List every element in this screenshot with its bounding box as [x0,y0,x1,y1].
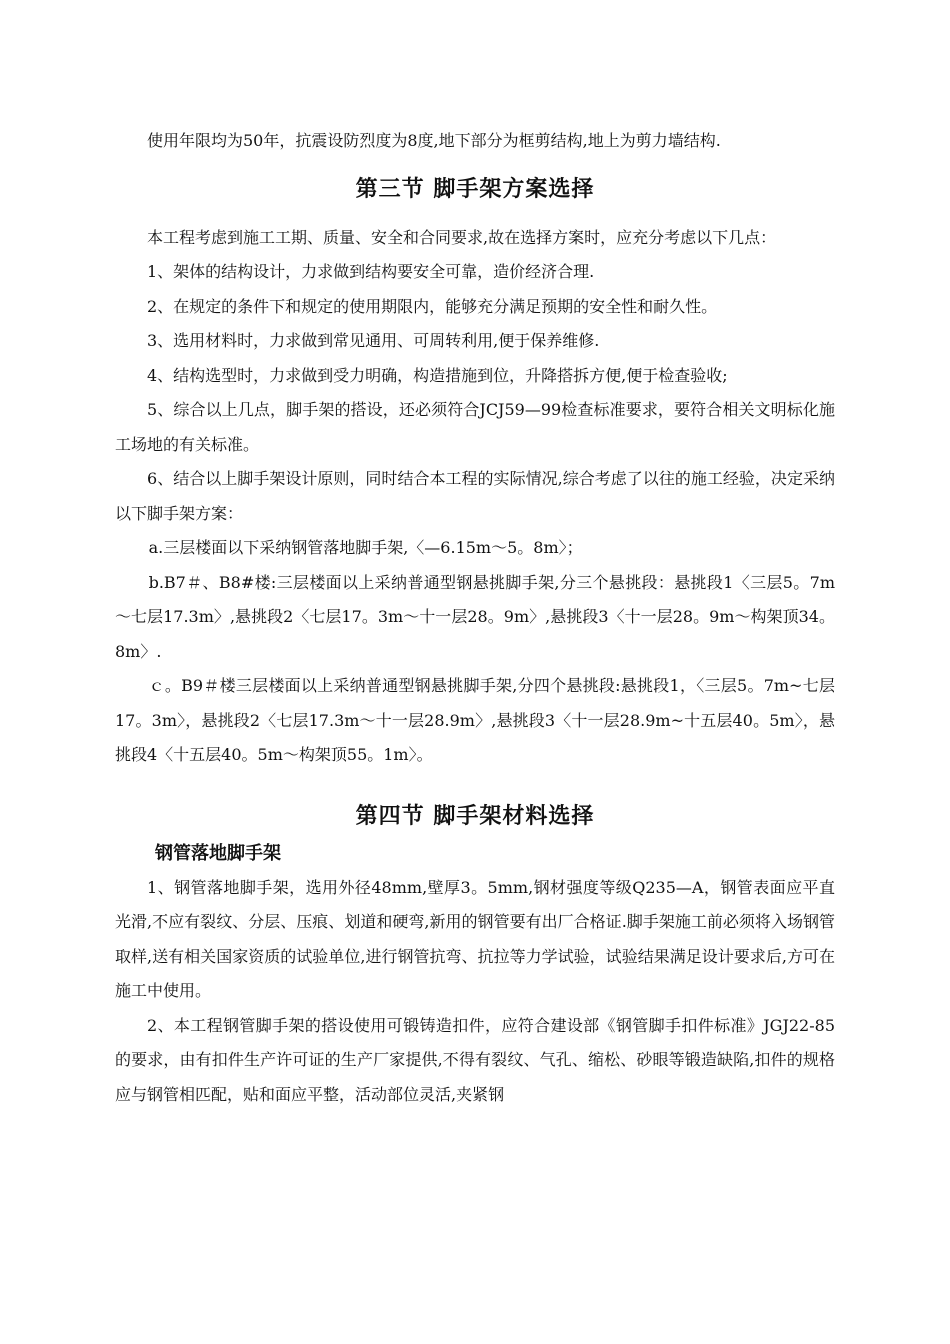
section-4-subtitle: 钢管落地脚手架 [155,842,281,864]
material-paragraph-2: 2、本工程钢管脚手架的搭设使用可锻铸造扣件，应符合建设部《钢管脚手扣件标准》JGJ22-85的要求，由有扣件生产许可证的生产厂家提供,不得有裂纹、气孔、缩松、砂眼等锻造缺陷,扣件的规格应与钢管相匹配，贴和面应平整，活动部位灵活,夹紧钢 [115,1015,835,1104]
list-item-4: 4、结构选型时，力求做到受力明确，构造措施到位，升降搭拆方便,便于检查验收; [147,365,728,385]
option-c: ｃ。B9＃楼三层楼面以上采纳普通型钢悬挑脚手架,分四个悬挑段:悬挑段1，〈三层5。7m~七层17。3m〉，悬挑段2〈七层17.3m～十一层28.9m〉,悬挑段3〈十一层28.9m~十五层40。5m〉，悬挑段4〈十五层40。5m～构架顶55。1m〉。 [115,676,835,764]
option-a: a.三层楼面以下采纳钢管落地脚手架,〈—6.15m～5。8m〉； [148,538,583,557]
section-3-lead: 本工程考虑到施工工期、质量、安全和合同要求,故在选择方案时，应充分考虑以下几点： [147,227,777,247]
list-item-3: 3、选用材料时，力求做到常见通用、可周转利用,便于保养维修. [147,331,600,350]
list-item-2: 2、在规定的条件下和规定的使用期限内，能够充分满足预期的安全性和耐久性。 [147,296,718,316]
intro-paragraph: 使用年限均为50年，抗震设防烈度为8度,地下部分为框剪结构,地上为剪力墙结构. [147,131,721,150]
list-item-1: 1、架体的结构设计，力求做到结构要安全可靠，造价经济合理. [147,262,595,281]
document-body [115,124,835,1112]
list-item-5: 5、综合以上几点，脚手架的搭设，还必须符合JCJ59—99检查标准要求，要符合相关文明标化施工场地的有关标准。 [115,400,835,454]
material-paragraph-1: 1、钢管落地脚手架，选用外径48mm,壁厚3。5mm,钢材强度等级Q235—A，钢管表面应平直光滑,不应有裂纹、分层、压痕、划道和硬弯,新用的钢管要有出厂合格证.脚手架施工前必须将入场钢管取样,送有相关国家资质的试验单位,进行钢管抗弯、抗拉等力学试验，试验结果满足设计要求后,方可在施工中使用。 [115,877,835,1000]
option-b: b.B7＃、B8#楼:三层楼面以上采纳普通型钢悬挑脚手架,分三个悬挑段：悬挑段1〈三层5。7m～七层17.3m〉,悬挑段2〈七层17。3m～十一层28。9m〉,悬挑段3〈十一层28。9m～构架顶34。8m〉. [115,572,835,661]
list-item-6: 6、结合以上脚手架设计原则，同时结合本工程的实际情况,综合考虑了以往的施工经验，决定采纳以下脚手架方案： [115,469,835,523]
section-3-title: 第三节 脚手架方案选择 [355,176,595,202]
section-4-title: 第四节 脚手架材料选择 [355,803,595,829]
